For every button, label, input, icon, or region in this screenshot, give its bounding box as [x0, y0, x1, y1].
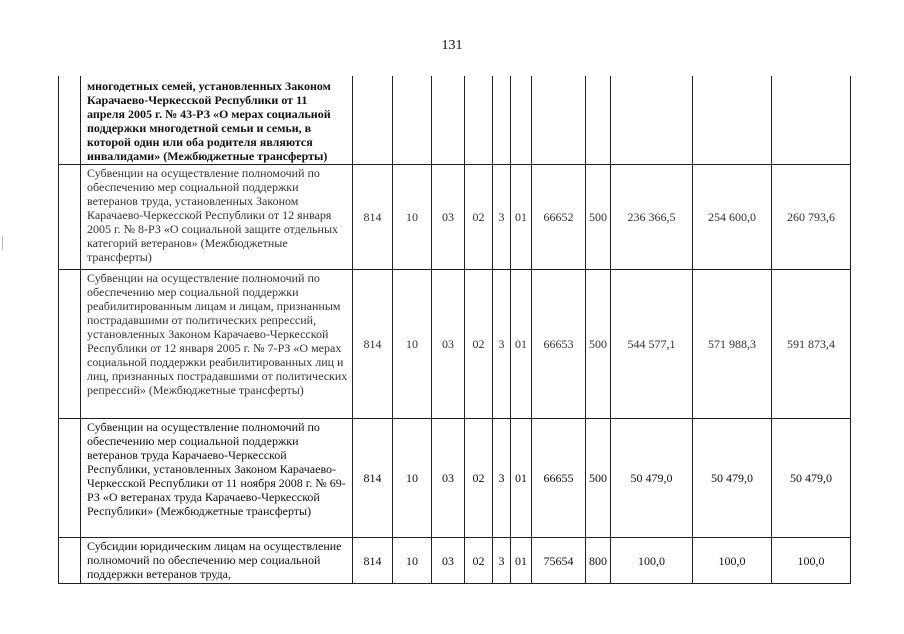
row-description: Субсидии юридическим лицам на осуществление полномочий по обеспечению мер социальной поддержки ветеранов труда,: [81, 538, 353, 584]
amount-year-1: 544 577,1: [611, 270, 693, 419]
subsection-code: 03: [432, 538, 465, 584]
amount-year-2: [693, 76, 772, 165]
program-code: 02: [465, 270, 493, 419]
subsection-code: 03: [432, 165, 465, 270]
amount-year-3: [772, 76, 851, 165]
expense-type-code: 500: [586, 165, 611, 270]
direction-code: 66655: [532, 419, 586, 538]
main-event-code: 01: [511, 270, 532, 419]
row-description: Субвенции на осуществление полномочий по обеспечению мер социальной поддержки ветеранов труда Карачаево-Черкесской Республики, установленных Законом Карачаево-Черкесской Республики от 11 ноября 2008 г. № 69-РЗ «О ветеранах труда Карачаево-Черкесской Республики» (Межбюджетные трансферты): [81, 419, 353, 538]
subsection-code: 03: [432, 270, 465, 419]
table-row: [59, 76, 851, 165]
ministry-code: 814: [353, 419, 393, 538]
subsection-code: 03: [432, 419, 465, 538]
main-event-code: 01: [511, 538, 532, 584]
section-code: 10: [393, 538, 432, 584]
program-code: 02: [465, 419, 493, 538]
row-description: многодетных семей, установленных Законом Карачаево-Черкесской Республики от 11 апреля 2005 г. № 43-РЗ «О мерах социальной поддержки многодетной семьи и семьи, в которой один или оба родителя являются инвалидами» (Межбюджетные трансферты): [81, 76, 353, 165]
program-code: [465, 76, 493, 165]
table-row: [59, 419, 851, 538]
expense-type-code: 500: [586, 419, 611, 538]
ministry-code: 814: [353, 165, 393, 270]
row-description: Субвенции на осуществление полномочий по обеспечению мер социальной поддержки ветеранов труда, установленных Законом Карачаево-Черкесской Республики от 12 января 2005 г. № 8-РЗ «О социальной защите отдельных категорий ветеранов» (Межбюджетные трансферты): [81, 165, 353, 270]
row-number-cell: [59, 76, 81, 165]
ministry-code: [353, 76, 393, 165]
direction-code: [532, 76, 586, 165]
amount-year-3: 260 793,6: [772, 165, 851, 270]
ministry-code: 814: [353, 270, 393, 419]
subsection-code: [432, 76, 465, 165]
amount-year-1: [611, 76, 693, 165]
ministry-code: 814: [353, 538, 393, 584]
table-row: [59, 270, 851, 419]
subprogram-code: 3: [493, 538, 511, 584]
table-row: [59, 538, 851, 584]
main-event-code: 01: [511, 419, 532, 538]
main-event-code: [511, 76, 532, 165]
amount-year-2: 100,0: [693, 538, 772, 584]
amount-year-1: 236 366,5: [611, 165, 693, 270]
program-code: 02: [465, 538, 493, 584]
direction-code: 66652: [532, 165, 586, 270]
budget-table: [58, 76, 851, 584]
table-row: [59, 165, 851, 270]
amount-year-3: 591 873,4: [772, 270, 851, 419]
scan-artifact: [2, 236, 3, 250]
subprogram-code: 3: [493, 165, 511, 270]
amount-year-2: 254 600,0: [693, 165, 772, 270]
amount-year-1: 100,0: [611, 538, 693, 584]
section-code: 10: [393, 165, 432, 270]
section-code: 10: [393, 419, 432, 538]
direction-code: 75654: [532, 538, 586, 584]
direction-code: 66653: [532, 270, 586, 419]
row-number-cell: [59, 538, 81, 584]
row-number-cell: [59, 270, 81, 419]
amount-year-2: 50 479,0: [693, 419, 772, 538]
expense-type-code: [586, 76, 611, 165]
amount-year-3: 50 479,0: [772, 419, 851, 538]
row-number-cell: [59, 419, 81, 538]
section-code: 10: [393, 270, 432, 419]
program-code: 02: [465, 165, 493, 270]
amount-year-2: 571 988,3: [693, 270, 772, 419]
subprogram-code: [493, 76, 511, 165]
row-number-cell: [59, 165, 81, 270]
main-event-code: 01: [511, 165, 532, 270]
subprogram-code: 3: [493, 270, 511, 419]
expense-type-code: 800: [586, 538, 611, 584]
page-number: 131: [441, 38, 463, 53]
subprogram-code: 3: [493, 419, 511, 538]
amount-year-3: 100,0: [772, 538, 851, 584]
section-code: [393, 76, 432, 165]
row-description: Субвенции на осуществление полномочий по обеспечению мер социальной поддержки реабилитированным лицам и лицам, признанным пострадавшими от политических репрессий, установленных Законом Карачаево-Черкесской Республики от 12 января 2005 г. № 7-РЗ «О мерах социальной поддержки реабилитированных лиц и лиц, признанных пострадавшими от политических репрессий» (Межбюджетные трансферты): [81, 270, 353, 419]
expense-type-code: 500: [586, 270, 611, 419]
amount-year-1: 50 479,0: [611, 419, 693, 538]
